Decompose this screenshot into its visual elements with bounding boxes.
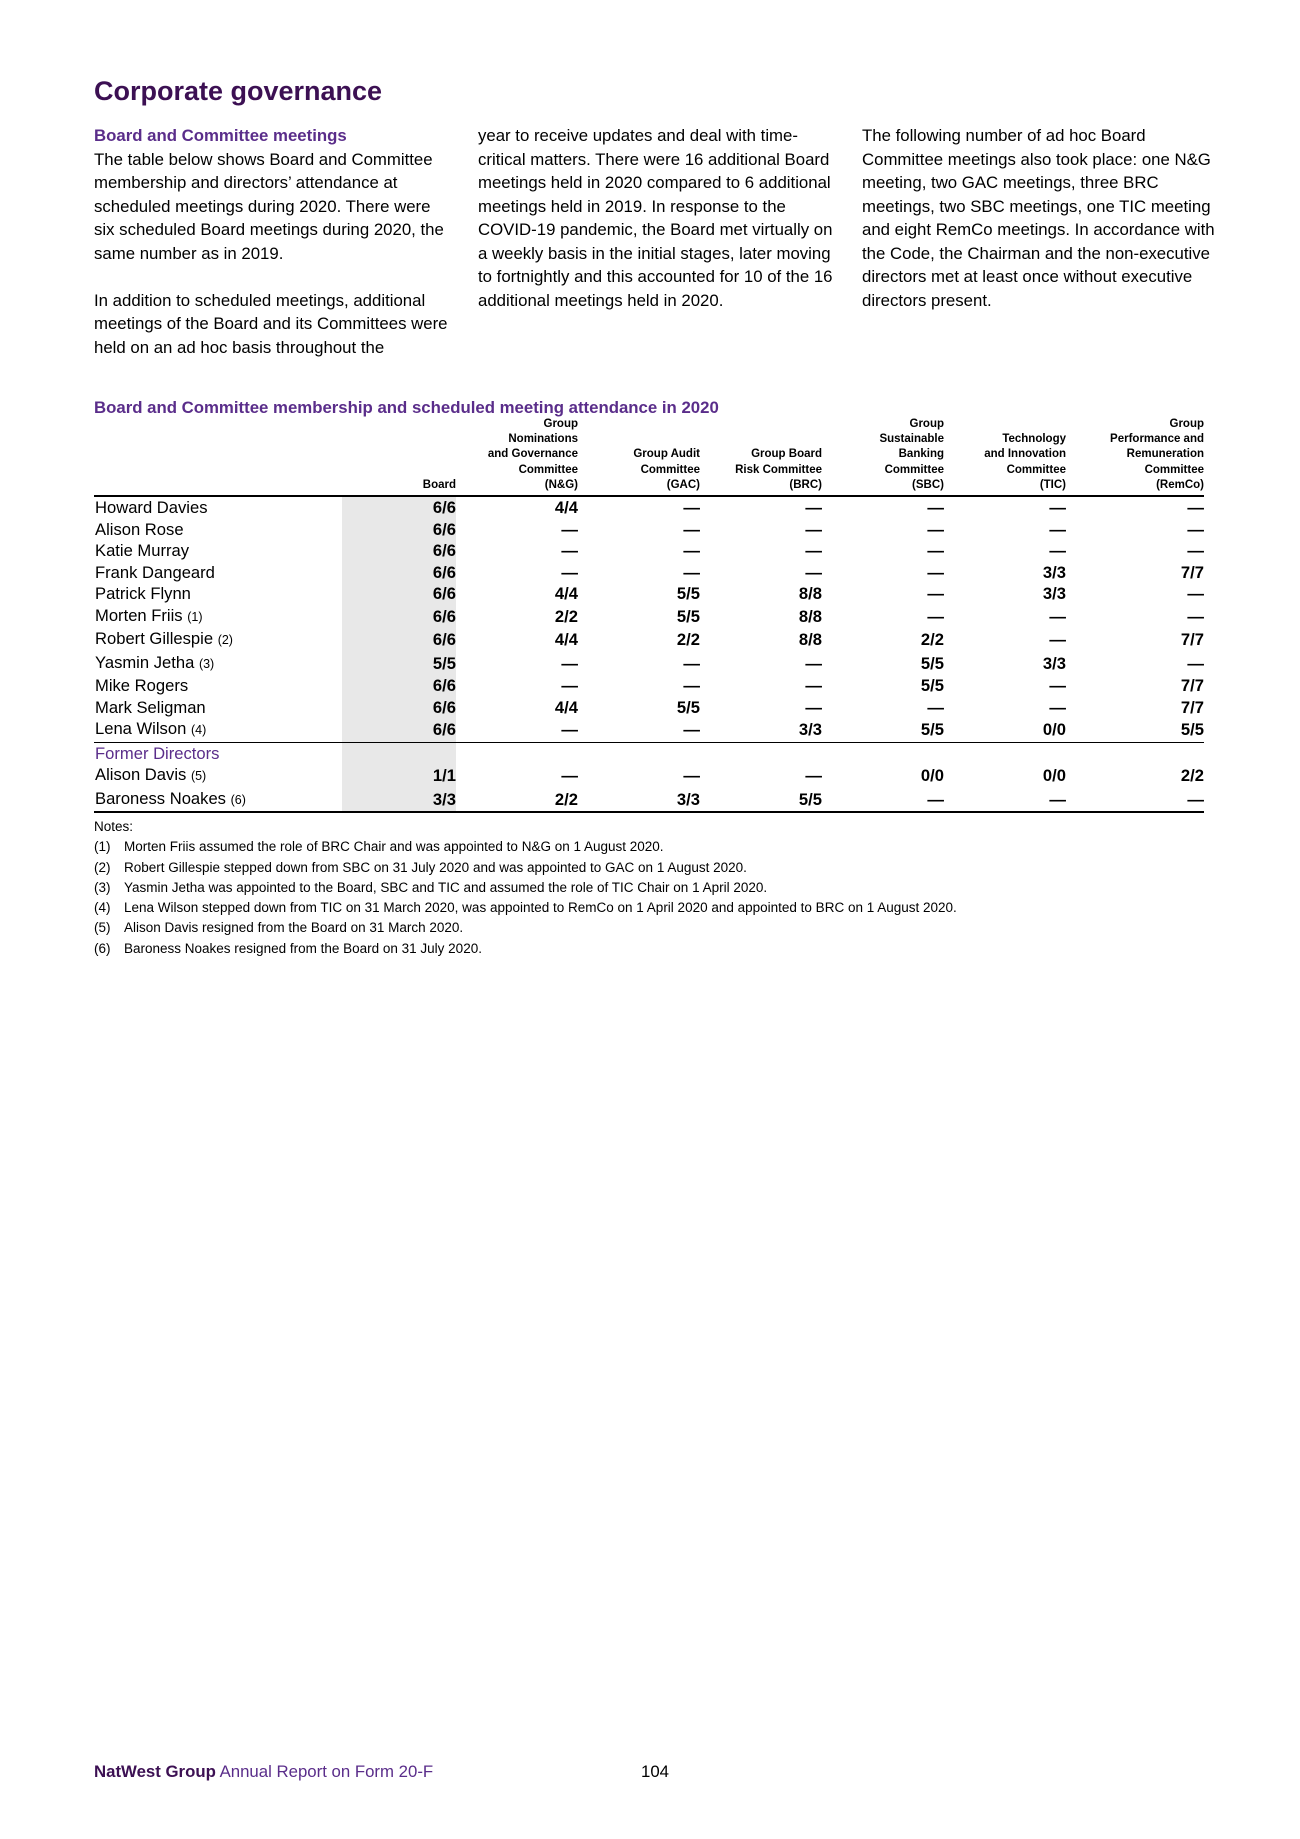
table-row — [94, 605, 1204, 629]
empty-cell — [944, 742, 1066, 764]
attendance-value: — — [1049, 676, 1066, 696]
attendance-value: — — [578, 718, 700, 742]
attendance-value: 3/3 — [578, 788, 700, 813]
note-item — [94, 898, 957, 918]
attendance-value: 6/6 — [342, 605, 456, 629]
attendance-value: 4/4 — [554, 498, 578, 518]
column-header: Group Board Risk Committee (BRC) — [700, 417, 822, 496]
column-header: Group Nominations and Governance Committee (N&G) — [456, 417, 578, 496]
attendance-value: — — [1049, 697, 1066, 717]
note-number: (5) — [94, 920, 111, 936]
intro-column-1 — [94, 124, 454, 359]
attendance-value: 6/6 — [342, 628, 456, 652]
attendance-value: 5/5 — [676, 584, 700, 604]
intro-column-3 — [862, 124, 1222, 359]
notes — [94, 817, 957, 959]
attendance-value: 5/5 — [676, 606, 700, 626]
attendance-value: 3/3 — [1042, 584, 1066, 604]
table-row — [94, 583, 1204, 605]
attendance-value: 6/6 — [342, 697, 456, 719]
note-reference: (2) — [217, 633, 233, 648]
director-name: Robert Gillespie (2) — [95, 629, 233, 649]
attendance-value: — — [683, 653, 700, 673]
attendance-value: 3/3 — [700, 718, 822, 742]
attendance-value: — — [1187, 584, 1204, 604]
empty-cell — [822, 742, 944, 764]
attendance-value: — — [944, 788, 1066, 813]
former-directors-row — [94, 742, 1204, 764]
note-reference: (5) — [190, 769, 207, 784]
attendance-value: — — [683, 519, 700, 539]
footer-report-title: Annual Report on Form 20-F — [219, 1762, 434, 1781]
column-header: Group Audit Committee (GAC) — [578, 417, 700, 496]
attendance-value: — — [683, 541, 700, 561]
column-header: Group Sustainable Banking Committee (SBC) — [822, 417, 944, 496]
attendance-value: — — [683, 676, 700, 696]
attendance-value: — — [1187, 541, 1204, 561]
attendance-value: 2/2 — [554, 606, 578, 626]
attendance-value: 1/1 — [342, 764, 456, 788]
note-number: (6) — [94, 940, 111, 956]
attendance-value: 2/2 — [676, 630, 700, 650]
attendance-value: — — [805, 562, 822, 582]
note-number: (1) — [94, 839, 111, 855]
attendance-value: — — [1049, 519, 1066, 539]
attendance-value: 3/3 — [1042, 653, 1066, 673]
attendance-value: — — [805, 653, 822, 673]
director-name: Lena Wilson (4) — [94, 718, 342, 742]
attendance-value: — — [561, 676, 578, 696]
attendance-value: 6/6 — [342, 583, 456, 605]
attendance-value: — — [1049, 630, 1066, 650]
attendance-value: 5/5 — [676, 697, 700, 717]
note-item — [94, 858, 957, 878]
attendance-value: 5/5 — [700, 788, 822, 813]
note-text: Alison Davis resigned from the Board on 31 March 2020. — [124, 920, 464, 936]
note-text: Robert Gillespie stepped down from SBC on 31 July 2020 and was appointed to GAC on 1 August 2020. — [124, 859, 747, 875]
attendance-value: 6/6 — [342, 718, 456, 742]
attendance-value: — — [683, 498, 700, 518]
column-header: Technology and Innovation Committee (TIC) — [944, 417, 1066, 496]
attendance-value: 6/6 — [342, 675, 456, 697]
attendance-value: — — [927, 498, 944, 518]
attendance-value: 8/8 — [798, 584, 822, 604]
note-number: (2) — [94, 859, 111, 875]
attendance-value: — — [927, 697, 944, 717]
attendance-value: 7/7 — [1180, 562, 1204, 582]
table-row — [94, 788, 1204, 813]
table-row — [94, 628, 1204, 652]
director-name: Katie Murray — [95, 541, 190, 561]
director-name: Howard Davies — [95, 498, 208, 518]
attendance-value: 5/5 — [342, 652, 456, 676]
attendance-value: — — [1187, 498, 1204, 518]
note-number: (4) — [94, 900, 111, 916]
footer-brand: NatWest Group — [94, 1762, 216, 1781]
attendance-value: 6/6 — [342, 519, 456, 541]
attendance-value: — — [1049, 498, 1066, 518]
attendance-value: — — [1187, 519, 1204, 539]
director-name: Alison Rose — [95, 519, 184, 539]
section-heading: Board and Committee meetings — [94, 126, 347, 145]
empty-cell — [700, 742, 822, 764]
attendance-value: 3/3 — [342, 788, 456, 813]
director-name: Alison Davis (5) — [95, 765, 207, 785]
attendance-value: 6/6 — [342, 496, 456, 519]
empty-cell — [456, 742, 578, 764]
director-name: Mark Seligman — [95, 697, 206, 717]
attendance-value: 7/7 — [1180, 697, 1204, 717]
table-row — [94, 562, 1204, 584]
note-number: (3) — [94, 879, 111, 895]
director-name: Baroness Noakes (6) — [94, 788, 342, 813]
attendance-value: — — [456, 718, 578, 742]
attendance-value: — — [805, 697, 822, 717]
paragraph: In addition to scheduled meetings, additional meetings of the Board and its Committees were held on an ad hoc basis throughout the — [94, 290, 448, 357]
note-item — [94, 939, 957, 959]
attendance-value: 8/8 — [798, 630, 822, 650]
attendance-value: — — [561, 653, 578, 673]
attendance-value: 5/5 — [920, 653, 944, 673]
table-row — [94, 718, 1204, 742]
attendance-value: 5/5 — [1066, 718, 1204, 742]
attendance-value: 0/0 — [920, 766, 944, 786]
table-row — [94, 652, 1204, 676]
attendance-value: — — [1187, 606, 1204, 626]
attendance-value: — — [927, 606, 944, 626]
attendance-value: — — [561, 766, 578, 786]
attendance-value: — — [822, 788, 944, 813]
header-name-column — [94, 417, 342, 496]
table-row — [94, 540, 1204, 562]
attendance-value: 4/4 — [554, 697, 578, 717]
table-row — [94, 675, 1204, 697]
attendance-value: 4/4 — [554, 584, 578, 604]
attendance-value: — — [561, 519, 578, 539]
attendance-value: — — [927, 519, 944, 539]
intro-columns — [94, 124, 1224, 359]
attendance-value: 2/2 — [1180, 766, 1204, 786]
table-row — [94, 697, 1204, 719]
attendance-value: — — [561, 562, 578, 582]
attendance-value: — — [805, 766, 822, 786]
attendance-value: 8/8 — [798, 606, 822, 626]
table-row — [94, 496, 1204, 519]
table-row — [94, 764, 1204, 788]
empty-cell — [1066, 742, 1204, 764]
attendance-value: — — [1066, 788, 1204, 813]
attendance-value: 5/5 — [920, 676, 944, 696]
attendance-value: — — [1187, 653, 1204, 673]
director-name: Yasmin Jetha (3) — [95, 652, 215, 672]
table-caption: Board and Committee membership and scheduled meeting attendance in 2020 — [94, 398, 719, 417]
table-row — [94, 519, 1204, 541]
paragraph: The following number of ad hoc Board Committee meetings also took place: one N&G meeting, two GAC meetings, three BRC meetings, two SBC meetings, one TIC meeting and eight RemCo meetings. In accordance with the Code, the Chairman and the non-executive directors met at least once without executive directors present. — [862, 126, 1215, 310]
column-header: Group Performance and Remuneration Committee (RemCo) — [1066, 417, 1204, 496]
attendance-value: 2/2 — [456, 788, 578, 813]
director-name: Patrick Flynn — [95, 584, 191, 604]
director-name: Mike Rogers — [95, 676, 189, 696]
page-title: Corporate governance — [94, 76, 383, 106]
attendance-value: 5/5 — [822, 718, 944, 742]
column-header: Board — [342, 417, 456, 496]
director-name: Morten Friis (1) — [95, 605, 203, 625]
attendance-value: 3/3 — [1042, 562, 1066, 582]
attendance-value: — — [805, 519, 822, 539]
empty-cell — [342, 742, 456, 764]
note-reference: (4) — [190, 723, 207, 738]
empty-cell — [578, 742, 700, 764]
attendance-value: 6/6 — [342, 540, 456, 562]
note-reference: (1) — [187, 609, 203, 624]
note-item — [94, 878, 957, 898]
attendance-value: 0/0 — [1042, 766, 1066, 786]
attendance-table — [94, 417, 1204, 813]
note-reference: (3) — [198, 656, 215, 671]
note-item — [94, 837, 957, 857]
notes-list — [94, 837, 957, 959]
former-directors-label: Former Directors — [95, 743, 220, 763]
paragraph: year to receive updates and deal with time-critical matters. There were 16 additional Board meetings held in 2020 compared to 6 additional meetings held in 2019. In response to the COVID-19 pandemic, the Board met virtually on a weekly basis in the initial stages, later moving to fortnightly and this accounted for 10 of the 16 additional meetings held in 2020. — [478, 126, 833, 310]
table-header-row — [94, 417, 1204, 496]
attendance-value: — — [683, 766, 700, 786]
attendance-value: — — [1049, 541, 1066, 561]
director-name: Frank Dangeard — [95, 562, 215, 582]
attendance-value: — — [1049, 606, 1066, 626]
note-item — [94, 918, 957, 938]
attendance-value: 2/2 — [920, 630, 944, 650]
attendance-value: 6/6 — [342, 562, 456, 584]
attendance-value: 7/7 — [1180, 676, 1204, 696]
attendance-value: 7/7 — [1180, 630, 1204, 650]
attendance-value: — — [805, 676, 822, 696]
notes-title: Notes: — [94, 819, 134, 834]
paragraph: The table below shows Board and Committee membership and directors’ attendance at scheduled meetings during 2020. There were six scheduled Board meetings during 2020, the same number as in 2019. — [94, 149, 444, 263]
note-text: Yasmin Jetha was appointed to the Board, SBC and TIC and assumed the role of TIC Chair on 1 April 2020. — [124, 879, 768, 895]
note-reference: (6) — [230, 792, 246, 807]
attendance-value: 0/0 — [944, 718, 1066, 742]
footer — [94, 1762, 433, 1782]
attendance-value: — — [805, 541, 822, 561]
attendance-value: — — [927, 584, 944, 604]
note-text: Lena Wilson stepped down from TIC on 31 March 2020, was appointed to RemCo on 1 April 2020 and appointed to BRC on 1 August 2020. — [124, 900, 957, 916]
attendance-value: — — [927, 562, 944, 582]
note-text: Baroness Noakes resigned from the Board on 31 July 2020. — [124, 940, 482, 956]
page-number: 104 — [641, 1762, 669, 1781]
note-text: Morten Friis assumed the role of BRC Chair and was appointed to N&G on 1 August 2020. — [124, 839, 664, 855]
intro-column-2 — [478, 124, 838, 359]
attendance-value: — — [927, 541, 944, 561]
attendance-value: — — [805, 498, 822, 518]
attendance-value: — — [683, 562, 700, 582]
attendance-value: 4/4 — [554, 630, 578, 650]
attendance-value: — — [561, 541, 578, 561]
